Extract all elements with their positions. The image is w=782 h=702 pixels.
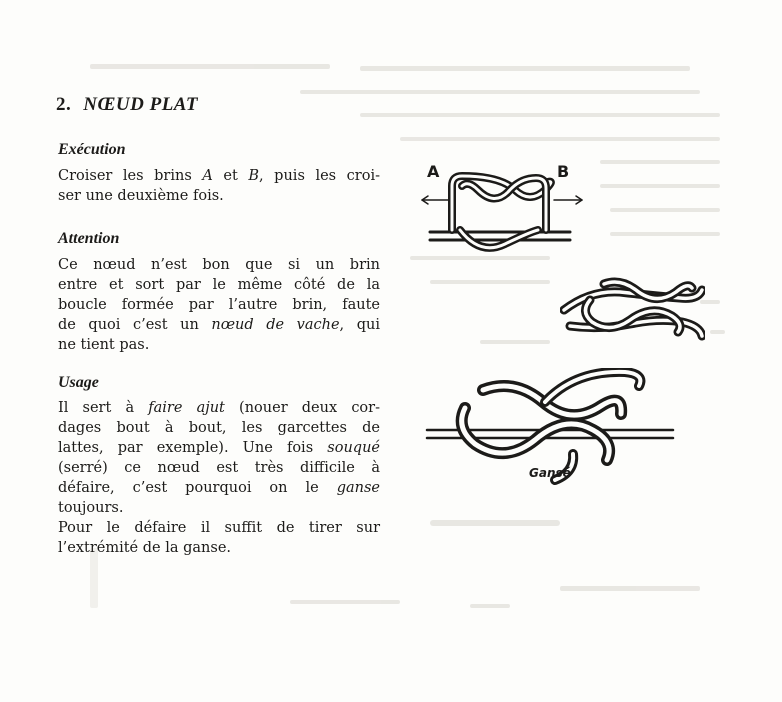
attention-title: Attention bbox=[58, 230, 120, 247]
attention-line: ne tient pas. bbox=[58, 337, 150, 353]
usage-line: toujours. bbox=[58, 500, 124, 516]
execution-title: Exécution bbox=[58, 141, 126, 158]
section-heading bbox=[56, 94, 198, 116]
usage-line: Pour le défaire il suffit de tirer sur bbox=[58, 520, 380, 536]
strand-b-label: B bbox=[557, 162, 570, 181]
usage-line: défaire, c’est pourquoi on le ganse bbox=[58, 480, 380, 496]
attention-line: boucle formée par l’autre brin, faute bbox=[58, 297, 380, 313]
usage-line: Il sert à faire ajut (nouer deux cor- bbox=[58, 400, 380, 416]
usage-line: dages bout à bout, les garcettes de bbox=[58, 420, 380, 436]
usage-line: l’extrémité de la ganse. bbox=[58, 540, 232, 556]
strand-a-label: A bbox=[427, 162, 440, 181]
execution-text bbox=[58, 166, 380, 206]
attention-line: de quoi c’est un nœud de vache, qui bbox=[58, 317, 380, 333]
attention-text bbox=[58, 255, 380, 355]
usage-line: (serré) ce nœud est très difficile à bbox=[58, 460, 380, 476]
attention-line: Ce nœud n’est bon que si un brin bbox=[58, 257, 380, 273]
usage-title: Usage bbox=[58, 374, 99, 391]
execution-line: ser une deuxième fois. bbox=[58, 188, 224, 204]
execution-line: Croiser les brins A et B, puis les croi- bbox=[58, 168, 380, 184]
section-title: NŒUD PLAT bbox=[83, 94, 199, 115]
ganse-label: Gansé bbox=[529, 466, 571, 480]
section-number: 2. bbox=[56, 94, 72, 115]
knot-step-one-illustration bbox=[420, 160, 590, 260]
attention-line: entre et sort par le même côté de la bbox=[58, 277, 380, 293]
reef-knot-illustration bbox=[560, 270, 705, 350]
usage-text bbox=[58, 398, 380, 558]
usage-line: lattes, par exemple). Une fois souqué bbox=[58, 440, 380, 456]
